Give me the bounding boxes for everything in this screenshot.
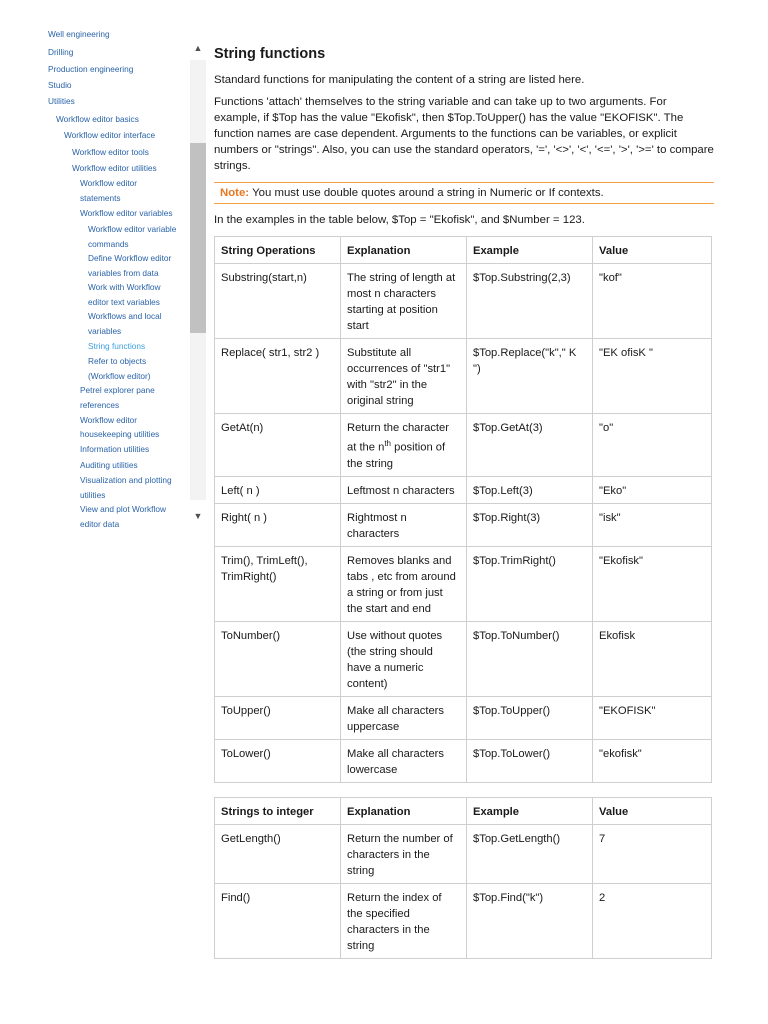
note-box — [214, 182, 714, 204]
table-row — [215, 621, 712, 696]
nav-item-information-utilities[interactable]: Information utilities — [80, 444, 150, 454]
operation-cell: ToLower() — [215, 739, 341, 782]
value-cell: Ekofisk — [593, 621, 712, 696]
value-cell: "ekofisk" — [593, 739, 712, 782]
operation-cell: Replace( str1, str2 ) — [215, 339, 341, 414]
explanation-cell: The string of length at most n characters starting at position start — [341, 264, 467, 339]
explanation-cell: Make all characters lowercase — [341, 739, 467, 782]
nav-item-workflow-editor-basics[interactable]: Workflow editor basics — [56, 114, 139, 124]
table-row — [215, 883, 712, 958]
table-row — [215, 503, 712, 546]
example-cell: $Top.GetLength() — [467, 824, 593, 883]
table-row — [215, 824, 712, 883]
example-cell: $Top.Find("k") — [467, 883, 593, 958]
nav-item-refer-to-objects-cont[interactable]: (Workflow editor) — [88, 371, 151, 381]
example-cell: $Top.Right(3) — [467, 503, 593, 546]
scroll-down-arrow-icon[interactable]: ▼ — [193, 511, 203, 521]
example-cell: $Top.Replace("k"," K ") — [467, 339, 593, 414]
nav-item-workflow-editor-variables[interactable]: Workflow editor variables — [80, 208, 173, 218]
nav-item-view-plot[interactable]: View and plot Workflow — [80, 504, 166, 514]
nav-item-local-variables-cont[interactable]: variables — [88, 326, 122, 336]
nav-item-visualization[interactable]: Visualization and plotting — [80, 475, 172, 485]
explanation-cell: Make all characters uppercase — [341, 696, 467, 739]
note-label: Note: — [220, 187, 250, 199]
description-paragraph: Functions 'attach' themselves to the string variable and can take up to two arguments. For example, if $Top has the value "Ekofisk", then $Top.ToUpper() has the value "EKOFISK". The function names are case dependent. Arguments to the functions can be variables, or explicit numbers or "strings". Also, you can use the standard operators, '=', '<>', '<', '<=', '>', '>=' to compare strings. — [214, 96, 714, 172]
strings-to-integer-table — [214, 797, 712, 959]
nav-item-text-variables[interactable]: Work with Workflow — [88, 282, 161, 292]
explanation-cell: Removes blanks and tabs , etc from around a string or from just the start and end — [341, 546, 467, 621]
value-cell: 7 — [593, 824, 712, 883]
table-row — [215, 739, 712, 782]
column-header: Value — [593, 797, 712, 824]
operation-cell: Left( n ) — [215, 476, 341, 503]
nav-item-auditing-utilities[interactable]: Auditing utilities — [80, 460, 138, 470]
explanation-cell: Return the number of characters in the string — [341, 824, 467, 883]
operation-cell: GetLength() — [215, 824, 341, 883]
nav-item-visualization-cont[interactable]: utilities — [80, 490, 106, 500]
nav-item-string-functions[interactable]: String functions — [88, 341, 146, 351]
nav-item-workflow-editor-statements[interactable]: Workflow editor — [80, 178, 138, 188]
page-title: String functions — [214, 46, 326, 62]
examples-intro: In the examples in the table below, $Top = "Ekofisk", and $Number = 123. — [214, 214, 585, 226]
column-header: String Operations — [215, 237, 341, 264]
sidebar-nav — [0, 0, 190, 540]
nav-item-workflow-editor-tools[interactable]: Workflow editor tools — [72, 147, 149, 157]
operation-cell: Trim(), TrimLeft(), TrimRight() — [215, 546, 341, 621]
nav-item-production-engineering[interactable]: Production engineering — [48, 64, 134, 74]
nav-item-text-variables-cont[interactable]: editor text variables — [88, 297, 160, 307]
string-operations-table — [214, 236, 712, 783]
example-cell: $Top.Substring(2,3) — [467, 264, 593, 339]
nav-item-define-variables-cont[interactable]: variables from data — [88, 268, 159, 278]
nav-item-workflow-editor-interface[interactable]: Workflow editor interface — [64, 130, 156, 140]
table-row — [215, 546, 712, 621]
example-cell: $Top.GetAt(3) — [467, 414, 593, 477]
scroll-up-arrow-icon[interactable]: ▲ — [193, 43, 203, 53]
nav-item-petrel-explorer[interactable]: Petrel explorer pane — [80, 385, 155, 395]
nav-item-drilling[interactable]: Drilling — [48, 47, 74, 57]
operation-cell: Substring(start,n) — [215, 264, 341, 339]
column-header: Explanation — [341, 797, 467, 824]
explanation-tail: position of the string — [347, 441, 446, 470]
sidebar-scrollbar-thumb[interactable] — [190, 143, 206, 333]
table-row — [215, 476, 712, 503]
table-row — [215, 696, 712, 739]
value-cell: "o" — [593, 414, 712, 477]
value-cell: 2 — [593, 883, 712, 958]
nav-item-workflow-editor-statements-cont[interactable]: statements — [80, 193, 121, 203]
nav-item-housekeeping-cont[interactable]: housekeeping utilities — [80, 429, 160, 439]
nav-item-variable-commands-cont[interactable]: commands — [88, 239, 129, 249]
nav-item-define-variables[interactable]: Define Workflow editor — [88, 253, 172, 263]
column-header: Example — [467, 797, 593, 824]
value-cell: "EK ofisK " — [593, 339, 712, 414]
value-cell: "Eko" — [593, 476, 712, 503]
nav-item-studio[interactable]: Studio — [48, 80, 72, 90]
example-cell: $Top.ToUpper() — [467, 696, 593, 739]
operation-cell: ToNumber() — [215, 621, 341, 696]
nav-item-housekeeping[interactable]: Workflow editor — [80, 415, 138, 425]
operation-cell: GetAt(n) — [215, 414, 341, 477]
column-header: Value — [593, 237, 712, 264]
example-cell: $Top.TrimRight() — [467, 546, 593, 621]
table-header-row — [215, 237, 712, 264]
nav-item-variable-commands[interactable]: Workflow editor variable — [88, 224, 177, 234]
nav-item-local-variables[interactable]: Workflows and local — [88, 311, 162, 321]
explanation-text: Return the character at the n — [347, 422, 449, 454]
table-row — [215, 339, 712, 414]
nav-item-utilities[interactable]: Utilities — [48, 96, 75, 106]
example-cell: $Top.Left(3) — [467, 476, 593, 503]
main-content — [214, 40, 714, 959]
explanation-cell: Use without quotes (the string should have a numeric content) — [341, 621, 467, 696]
value-cell: "kof" — [593, 264, 712, 339]
explanation-cell: Return the index of the specified characters in the string — [341, 883, 467, 958]
operation-cell: Find() — [215, 883, 341, 958]
value-cell: "Ekofisk" — [593, 546, 712, 621]
value-cell: "EKOFISK" — [593, 696, 712, 739]
table-header-row — [215, 797, 712, 824]
explanation-cell: Leftmost n characters — [341, 476, 467, 503]
nav-item-well-engineering[interactable]: Well engineering — [48, 29, 110, 39]
nav-item-view-plot-cont[interactable]: editor data — [80, 519, 120, 529]
explanation-cell: Rightmost n characters — [341, 503, 467, 546]
example-cell: $Top.ToLower() — [467, 739, 593, 782]
nav-item-petrel-explorer-cont[interactable]: references — [80, 400, 120, 410]
column-header: Explanation — [341, 237, 467, 264]
intro-text: Standard functions for manipulating the content of a string are listed here. — [214, 74, 585, 86]
table-row — [215, 414, 712, 477]
column-header: Example — [467, 237, 593, 264]
nav-item-refer-to-objects[interactable]: Refer to objects — [88, 356, 147, 366]
note-text: You must use double quotes around a string in Numeric or If contexts. — [249, 187, 604, 199]
operation-cell: Right( n ) — [215, 503, 341, 546]
nav-item-workflow-editor-utilities[interactable]: Workflow editor utilities — [72, 163, 157, 173]
superscript-th: th — [384, 439, 391, 448]
value-cell: "isk" — [593, 503, 712, 546]
explanation-cell — [341, 414, 467, 477]
explanation-cell: Substitute all occurrences of "str1" with "str2" in the original string — [341, 339, 467, 414]
example-cell: $Top.ToNumber() — [467, 621, 593, 696]
operation-cell: ToUpper() — [215, 696, 341, 739]
table-row — [215, 264, 712, 339]
column-header: Strings to integer — [215, 797, 341, 824]
